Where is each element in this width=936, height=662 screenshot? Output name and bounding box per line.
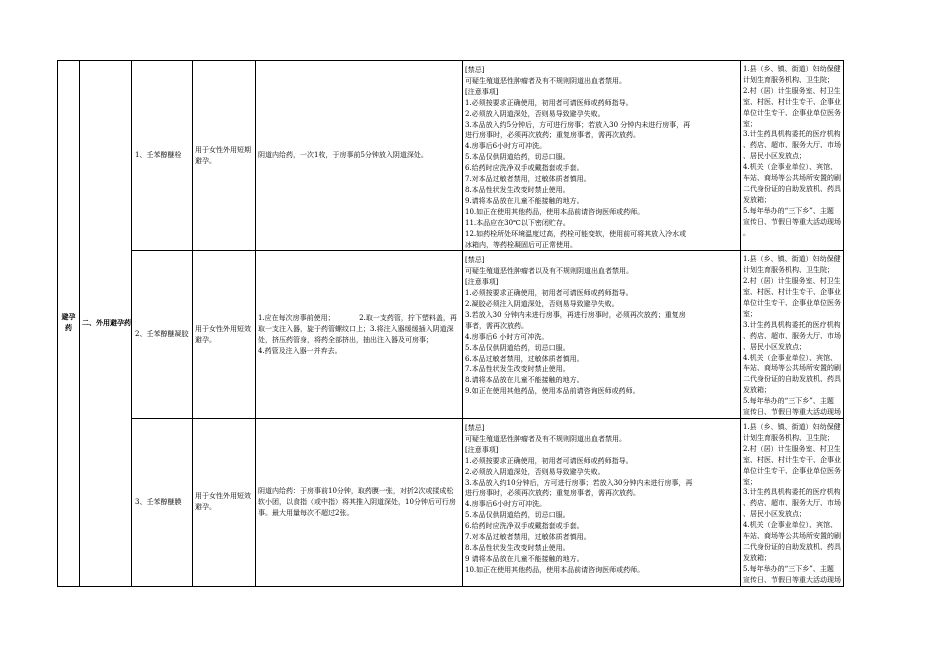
table-row: [58, 251, 844, 419]
drug-name-cell: 3、壬苯醇醚膜: [132, 419, 193, 587]
indication-cell: 用于女性外用短效避孕。: [193, 251, 256, 419]
cell-text-line: 2.村（居）计生服务室、村卫生: [743, 277, 841, 286]
cell-text-line: 1.必须按要求正确使用，初用者可请医师或药师指导。: [465, 289, 633, 298]
cell-text-line: 7.对本品过敏者禁用，过敏体质者慎用。: [465, 533, 591, 542]
cell-text-line: 1.必须按要求正确使用，初用者可请医师或药师指导。: [465, 98, 633, 107]
cell-text-line: 5.本品仅供阴道给药，切忌口服。: [465, 343, 570, 352]
cell-text-line: 进行房事时，必须再次放药；重复房事者，需再次放药。: [465, 131, 640, 140]
cell-text-line: 室、村医、村计生专干、企事业: [743, 97, 841, 106]
cell-text-line: 计划生育服务机构、卫生院；: [743, 75, 834, 84]
cell-text-line: [禁忌]: [465, 256, 485, 265]
cell-text-line: 计划生育服务机构、卫生院；: [743, 433, 834, 442]
cell-text-line: 1.县（乡、镇、街道）妇幼保健: [743, 423, 841, 431]
cell-text-line: 2.村（居）计生服务室、村卫生: [743, 86, 841, 95]
table-row: [58, 419, 844, 587]
cell-text-line: 、居民小区发放点；: [743, 342, 806, 351]
cell-text-line: 计划生育服务机构、卫生院；: [743, 266, 834, 275]
cell-text-line: 1.县（乡、镇、街道）妇幼保健: [743, 65, 841, 73]
cell-text-line: 3.计生药具机构委托的医疗机构: [743, 130, 841, 139]
cell-text-line: 5.本品仅供阴道给药，切忌口服。: [465, 511, 570, 520]
distribution-cell: [741, 251, 844, 419]
cell-text-line: 8.请将本品放在儿童不能接触的地方。: [465, 376, 584, 385]
category-level2-cell: 二、外用避孕药: [80, 61, 132, 587]
precautions-cell: [463, 251, 741, 419]
cell-text-line: 2.必须放入阴道深处，否则易导致避孕失败。: [465, 467, 605, 476]
cell-text-line: [禁忌]: [465, 424, 485, 432]
cell-text-line: 宣传日、节假日等重大活动现场: [743, 575, 841, 584]
cell-text-line: 可疑生殖道恶性肿瘤者及有不规则阴道出血者禁用。: [465, 434, 626, 443]
cell-text-line: 发放箱；: [743, 386, 771, 395]
cell-text-line: 8.本品性状发生改变时禁止使用。: [465, 543, 570, 552]
cell-text-line: 车站、商场等公共场所安置的刷: [743, 364, 841, 373]
cell-text-line: 1.必须按要求正确使用，初用者可请医师或药师指导。: [465, 456, 633, 465]
cell-text-line: [禁忌]: [465, 66, 485, 74]
drug-name-cell: 1、壬苯醇醚栓: [132, 61, 193, 251]
cell-text-line: 12.如药栓所处环境温度过高，药栓可能变软，使用前可将其放入冷水或: [465, 229, 687, 238]
cell-text-line: 10.如正在使用其他药品，使用本品前请咨询医师或药师。: [465, 565, 645, 574]
cell-text-line: 、药店、超市、服务大厅、市场: [743, 331, 841, 340]
cell-text-line: 10.如正在使用其他药品，使用本品前请咨询医师或药师。: [465, 207, 645, 216]
contraceptive-table: [57, 60, 844, 587]
cell-text-line: 室；: [743, 119, 757, 128]
precautions-cell: [463, 419, 741, 587]
cell-text-line: 3.计生药具机构委托的医疗机构: [743, 320, 841, 329]
distribution-cell: [741, 61, 844, 251]
cell-text-line: 3.计生药具机构委托的医疗机构: [743, 488, 841, 497]
cell-text-line: [注意事项]: [465, 87, 499, 96]
cell-text-line: 发放箱；: [743, 195, 771, 204]
cell-text-line: 室、村医、村计生专干、企事业: [743, 455, 841, 464]
cell-text-line: 4.房事后6 小时方可冲洗。: [465, 332, 549, 341]
cell-text-line: 二代身份证的自助发放机、药具: [743, 542, 841, 551]
cell-text-line: 8.本品性状发生改变时禁止使用。: [465, 185, 570, 194]
cell-text-line: 冰箱内，等药栓凝固后可正常使用。: [465, 240, 577, 249]
cell-text-line: 室、村医、村计生专干、企事业: [743, 288, 841, 297]
cell-text-line: 5.每年举办的“三下乡”、主题: [743, 564, 834, 573]
cell-text-line: 车站、商场等公共场所安置的刷: [743, 532, 841, 541]
cell-text-line: 、居民小区发放点；: [743, 510, 806, 519]
cell-text-line: 发放箱；: [743, 553, 771, 562]
cell-text-line: 单位计生专干、企事业单位医务: [743, 108, 841, 117]
table-row: [58, 61, 844, 251]
cell-text-line: 宣传日、节假日等重大活动现场: [743, 217, 841, 226]
cell-text-line: 二代身份证的自助发放机、药具: [743, 184, 841, 193]
cell-text-line: 4.房事后6小时方可冲洗。: [465, 500, 547, 509]
cell-text-line: 3.本品放入约5分钟后，方可进行房事；若放入30 分钟内未进行房事，再: [465, 120, 691, 129]
precautions-cell: [463, 61, 741, 251]
cell-text-line: 、药店、超市、服务大厅、市场: [743, 499, 841, 508]
cell-text-line: 车站、商场等公共场所安置的刷: [743, 174, 841, 183]
cell-text-line: 6.给药时应洗净双手或戴指套或手套。: [465, 522, 584, 531]
cell-text-line: 6.本品过敏者禁用，过敏体质者慎用。: [465, 354, 584, 363]
category-level1-cell: [58, 61, 80, 587]
cell-text-line: 11.本品应在30℃以下密闭贮存。: [465, 218, 570, 227]
indication-cell: 用于女性外用短效避孕。: [193, 419, 256, 587]
dosage-cell: 1.应在每次房事前使用； 2.取一支药管，拧下塑料盖，再取一支注入器，旋于药管螺纹口上；3.将注入器缓缓插入阴道深处，挤压药管身，将药全部挤出，抽出注入器及可房事； 4.药管及注入器一并弃去。: [256, 251, 463, 419]
cell-text-line: 、药店、超市、服务大厅、市场: [743, 141, 841, 150]
cell-text-line: 。: [743, 228, 750, 237]
cell-text-line: 可疑生殖道恶性肿瘤者及有不规则阴道出血者禁用。: [465, 76, 626, 85]
cell-text-line: 二代身份证的自助发放机、药具: [743, 375, 841, 384]
cell-text-line: 5.本品仅供阴道给药，切忌口服。: [465, 153, 570, 162]
cell-text-line: 3.若放入30 分钟内未进行房事，再进行房事时，必须再次放药；重复房: [465, 310, 686, 319]
cell-text-line: [注意事项]: [465, 278, 499, 287]
cell-text-line: 进行房事时，必须再次放药；重复房事者，需再次放药。: [465, 489, 640, 498]
cell-text-line: 事者，需再次放药。: [465, 321, 528, 330]
cell-text-line: 2.凝胶必须注入阴道深处，否则易导致避孕失败。: [465, 300, 619, 309]
cell-text-line: 5.每年举办的“三下乡”、主题: [743, 397, 834, 406]
cell-text-line: 4.机关（企事业单位）、宾馆、: [743, 521, 838, 530]
cell-text-line: 宣传日、节假日等重大活动现场: [743, 408, 841, 417]
cell-text-line: [注意事项]: [465, 445, 499, 454]
cell-text-line: 7.本品性状发生改变时禁止使用。: [465, 365, 570, 374]
indication-cell: 用于女性外用短期避孕。: [193, 61, 256, 251]
dosage-cell: 阴道内给药，一次1枚，于房事前5分钟放入阴道深处。: [256, 61, 463, 251]
category-level1: 避孕药: [61, 312, 76, 333]
drug-name-cell: 2、壬苯醇醚凝胶: [132, 251, 193, 419]
cell-text-line: 4.机关（企事业单位）、宾馆、: [743, 353, 838, 362]
cell-text-line: 4.房事后6小时方可冲洗。: [465, 142, 547, 151]
cell-text-line: 室；: [743, 309, 757, 318]
cell-text-line: 7.对本品过敏者禁用，过敏体质者慎用。: [465, 175, 591, 184]
cell-text-line: 5.每年举办的“三下乡”、主题: [743, 206, 834, 215]
dosage-cell: 阴道内给药：于房事前10分钟，取药膜一张，对折2次或揉成松软小团，以食指（或中指）将其推入阴道深处，10分钟后可行房事。最大用量每次不超过2张。: [256, 419, 463, 587]
cell-text-line: 4.机关（企事业单位）、宾馆、: [743, 163, 838, 172]
cell-text-line: 单位计生专干、企事业单位医务: [743, 466, 841, 475]
cell-text-line: 6.给药时应洗净双手或戴指套或手套。: [465, 164, 584, 173]
cell-text-line: 2.村（居）计生服务室、村卫生: [743, 444, 841, 453]
cell-text-line: 可疑生殖道恶性肿瘤者以及有不规则阴道出血者禁用。: [465, 267, 633, 276]
cell-text-line: 室；: [743, 477, 757, 486]
cell-text-line: 9.请将本品放在儿童不能接触的地方。: [465, 196, 584, 205]
cell-text-line: 1.县（乡、镇、街道）妇幼保健: [743, 255, 841, 264]
cell-text-line: 9.如正在使用其他药品，使用本品前请咨询医师或药师。: [465, 387, 640, 396]
cell-text-line: 、居民小区发放点；: [743, 152, 806, 161]
cell-text-line: 9 请将本品放在儿童不能接触的地方。: [465, 554, 584, 563]
cell-text-line: 2.必须放入阴道深处，否则易导致避孕失败。: [465, 109, 605, 118]
cell-text-line: 单位计生专干、企事业单位医务: [743, 299, 841, 308]
cell-text-line: 3.本品放入约10分钟后，方可进行房事；若放入30分钟内未进行房事，再: [465, 478, 693, 487]
distribution-cell: [741, 419, 844, 587]
